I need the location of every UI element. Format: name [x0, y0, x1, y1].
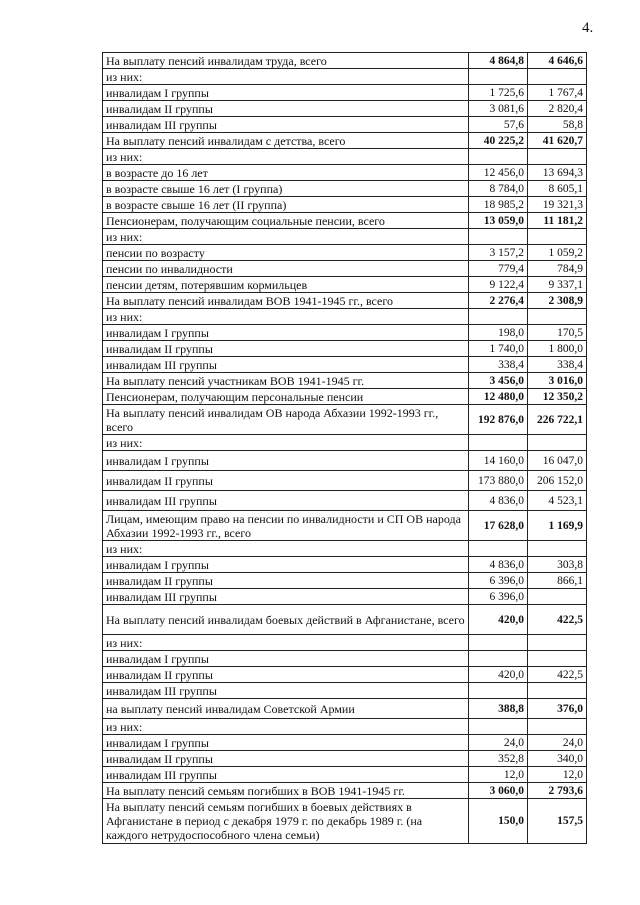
row-label: инвалидам III группы — [103, 491, 469, 511]
row-label: пенсии детям, потерявшим кормильцев — [103, 277, 469, 293]
value-col-1 — [469, 69, 528, 85]
table-total-row — [103, 373, 587, 389]
value-col-2: 41 620,7 — [528, 133, 587, 149]
row-label: На выплату пенсий участникам ВОВ 1941-1945 гг. — [103, 373, 469, 389]
value-col-2 — [528, 589, 587, 605]
table-row — [103, 635, 587, 651]
table-row — [103, 245, 587, 261]
value-col-1: 1 740,0 — [469, 341, 528, 357]
row-label: На выплату пенсий семьям погибших в ВОВ 1941-1945 гг. — [103, 783, 469, 799]
value-col-1 — [469, 435, 528, 451]
value-col-1: 12 456,0 — [469, 165, 528, 181]
value-col-2: 19 321,3 — [528, 197, 587, 213]
table-row — [103, 357, 587, 373]
table-total-row — [103, 293, 587, 309]
value-col-2: 2 308,9 — [528, 293, 587, 309]
value-col-1 — [469, 635, 528, 651]
table-row — [103, 309, 587, 325]
value-col-2: 12,0 — [528, 767, 587, 783]
row-label: из них: — [103, 635, 469, 651]
value-col-2: 2 793,6 — [528, 783, 587, 799]
table-total-row — [103, 605, 587, 635]
table-row — [103, 341, 587, 357]
row-label: из них: — [103, 309, 469, 325]
value-col-1: 150,0 — [469, 799, 528, 844]
table-row — [103, 451, 587, 471]
value-col-2: 422,5 — [528, 605, 587, 635]
value-col-1 — [469, 541, 528, 557]
row-label: инвалидам I группы — [103, 325, 469, 341]
table-total-row — [103, 213, 587, 229]
row-label: из них: — [103, 719, 469, 735]
row-label: из них: — [103, 541, 469, 557]
row-label: инвалидам II группы — [103, 471, 469, 491]
value-col-1: 8 784,0 — [469, 181, 528, 197]
table-row — [103, 149, 587, 165]
row-label: инвалидам I группы — [103, 651, 469, 667]
value-col-2: 2 820,4 — [528, 101, 587, 117]
value-col-2 — [528, 229, 587, 245]
value-col-2: 157,5 — [528, 799, 587, 844]
value-col-1 — [469, 229, 528, 245]
table-row — [103, 325, 587, 341]
row-label: пенсии по инвалидности — [103, 261, 469, 277]
row-label: На выплату пенсий инвалидам ВОВ 1941-1945 гг., всего — [103, 293, 469, 309]
table-total-row — [103, 699, 587, 719]
value-col-1: 173 880,0 — [469, 471, 528, 491]
value-col-1: 40 225,2 — [469, 133, 528, 149]
value-col-1: 420,0 — [469, 667, 528, 683]
page-number: 4. — [582, 20, 594, 36]
value-col-2: 58,8 — [528, 117, 587, 133]
row-label: инвалидам I группы — [103, 451, 469, 471]
table-row — [103, 181, 587, 197]
value-col-2 — [528, 541, 587, 557]
value-col-2: 13 694,3 — [528, 165, 587, 181]
table-row — [103, 85, 587, 101]
value-col-1: 198,0 — [469, 325, 528, 341]
row-label: инвалидам III группы — [103, 683, 469, 699]
value-col-1: 9 122,4 — [469, 277, 528, 293]
pension-budget-table — [102, 52, 587, 844]
row-label: пенсии по возрасту — [103, 245, 469, 261]
value-col-1: 14 160,0 — [469, 451, 528, 471]
table-total-row — [103, 389, 587, 405]
value-col-1 — [469, 149, 528, 165]
table-row — [103, 117, 587, 133]
value-col-1: 352,8 — [469, 751, 528, 767]
value-col-1: 12,0 — [469, 767, 528, 783]
table-row — [103, 165, 587, 181]
table-row — [103, 651, 587, 667]
table-row — [103, 589, 587, 605]
value-col-2: 338,4 — [528, 357, 587, 373]
value-col-2 — [528, 635, 587, 651]
value-col-2: 1 767,4 — [528, 85, 587, 101]
row-label: На выплату пенсий инвалидам с детства, всего — [103, 133, 469, 149]
row-label: инвалидам I группы — [103, 85, 469, 101]
value-col-2: 226 722,1 — [528, 405, 587, 435]
row-label: На выплату пенсий инвалидам ОВ народа Абхазии 1992-1993 гг., всего — [103, 405, 469, 435]
row-label: из них: — [103, 69, 469, 85]
value-col-2: 24,0 — [528, 735, 587, 751]
table-row — [103, 719, 587, 735]
value-col-1: 3 060,0 — [469, 783, 528, 799]
table-row — [103, 101, 587, 117]
row-label: в возрасте свыше 16 лет (II группа) — [103, 197, 469, 213]
table-total-row — [103, 783, 587, 799]
value-col-2: 4 646,6 — [528, 53, 587, 69]
row-label: на выплату пенсий инвалидам Советской Армии — [103, 699, 469, 719]
table-total-row — [103, 53, 587, 69]
value-col-2: 340,0 — [528, 751, 587, 767]
table-row — [103, 277, 587, 293]
row-label: инвалидам I группы — [103, 557, 469, 573]
table-total-row — [103, 511, 587, 541]
row-label: Лицам, имеющим право на пенсии по инвалидности и СП ОВ народа Абхазии 1992-1993 гг., всего — [103, 511, 469, 541]
value-col-2: 11 181,2 — [528, 213, 587, 229]
row-label: На выплату пенсий инвалидам боевых действий в Афганистане, всего — [103, 605, 469, 635]
table-row — [103, 573, 587, 589]
value-col-1: 12 480,0 — [469, 389, 528, 405]
value-col-1: 13 059,0 — [469, 213, 528, 229]
table-row — [103, 541, 587, 557]
table-row — [103, 767, 587, 783]
value-col-1: 3 157,2 — [469, 245, 528, 261]
row-label: инвалидам I группы — [103, 735, 469, 751]
value-col-2: 16 047,0 — [528, 451, 587, 471]
value-col-1: 2 276,4 — [469, 293, 528, 309]
value-col-2: 206 152,0 — [528, 471, 587, 491]
row-label: в возрасте свыше 16 лет (I группа) — [103, 181, 469, 197]
value-col-2: 1 059,2 — [528, 245, 587, 261]
value-col-2: 12 350,2 — [528, 389, 587, 405]
value-col-2 — [528, 69, 587, 85]
value-col-1: 18 985,2 — [469, 197, 528, 213]
value-col-2: 8 605,1 — [528, 181, 587, 197]
value-col-1: 779,4 — [469, 261, 528, 277]
table-total-row — [103, 133, 587, 149]
value-col-1 — [469, 719, 528, 735]
value-col-2 — [528, 309, 587, 325]
value-col-1: 6 396,0 — [469, 573, 528, 589]
value-col-2: 1 800,0 — [528, 341, 587, 357]
value-col-2 — [528, 683, 587, 699]
value-col-1: 3 456,0 — [469, 373, 528, 389]
table-row — [103, 491, 587, 511]
value-col-2 — [528, 435, 587, 451]
value-col-2: 866,1 — [528, 573, 587, 589]
value-col-1: 24,0 — [469, 735, 528, 751]
row-label: На выплату пенсий семьям погибших в боевых действиях в Афганистане в период с декабря 1979 г. по декабрь 1989 г. (на каждого нетрудоспособного члена семьи) — [103, 799, 469, 844]
row-label: из них: — [103, 149, 469, 165]
value-col-1: 6 396,0 — [469, 589, 528, 605]
row-label: инвалидам III группы — [103, 357, 469, 373]
table-row — [103, 261, 587, 277]
value-col-1: 1 725,6 — [469, 85, 528, 101]
table-row — [103, 667, 587, 683]
value-col-2 — [528, 719, 587, 735]
value-col-2: 9 337,1 — [528, 277, 587, 293]
table-row — [103, 69, 587, 85]
value-col-1: 4 864,8 — [469, 53, 528, 69]
table-row — [103, 435, 587, 451]
row-label: инвалидам II группы — [103, 573, 469, 589]
row-label: Пенсионерам, получающим социальные пенсии, всего — [103, 213, 469, 229]
value-col-1 — [469, 651, 528, 667]
value-col-2: 784,9 — [528, 261, 587, 277]
row-label: инвалидам II группы — [103, 667, 469, 683]
value-col-1 — [469, 683, 528, 699]
value-col-1: 3 081,6 — [469, 101, 528, 117]
value-col-1 — [469, 309, 528, 325]
row-label: инвалидам II группы — [103, 341, 469, 357]
row-label: инвалидам III группы — [103, 589, 469, 605]
value-col-1: 388,8 — [469, 699, 528, 719]
table-row — [103, 683, 587, 699]
value-col-1: 4 836,0 — [469, 491, 528, 511]
value-col-1: 57,6 — [469, 117, 528, 133]
value-col-2: 303,8 — [528, 557, 587, 573]
table-total-row — [103, 405, 587, 435]
row-label: из них: — [103, 435, 469, 451]
value-col-1: 4 836,0 — [469, 557, 528, 573]
row-label: инвалидам III группы — [103, 117, 469, 133]
table-row — [103, 751, 587, 767]
row-label: инвалидам II группы — [103, 101, 469, 117]
value-col-1: 17 628,0 — [469, 511, 528, 541]
value-col-2: 422,5 — [528, 667, 587, 683]
value-col-2: 4 523,1 — [528, 491, 587, 511]
row-label: Пенсионерам, получающим персональные пенсии — [103, 389, 469, 405]
row-label: инвалидам II группы — [103, 751, 469, 767]
value-col-2 — [528, 149, 587, 165]
row-label: инвалидам III группы — [103, 767, 469, 783]
table-total-row — [103, 799, 587, 844]
row-label: из них: — [103, 229, 469, 245]
value-col-2: 170,5 — [528, 325, 587, 341]
value-col-1: 420,0 — [469, 605, 528, 635]
table-row — [103, 197, 587, 213]
value-col-2: 3 016,0 — [528, 373, 587, 389]
row-label: в возрасте до 16 лет — [103, 165, 469, 181]
table-row — [103, 471, 587, 491]
value-col-1: 192 876,0 — [469, 405, 528, 435]
value-col-2: 1 169,9 — [528, 511, 587, 541]
table-row — [103, 735, 587, 751]
value-col-2: 376,0 — [528, 699, 587, 719]
row-label: На выплату пенсий инвалидам труда, всего — [103, 53, 469, 69]
value-col-2 — [528, 651, 587, 667]
table-row — [103, 229, 587, 245]
value-col-1: 338,4 — [469, 357, 528, 373]
table-row — [103, 557, 587, 573]
